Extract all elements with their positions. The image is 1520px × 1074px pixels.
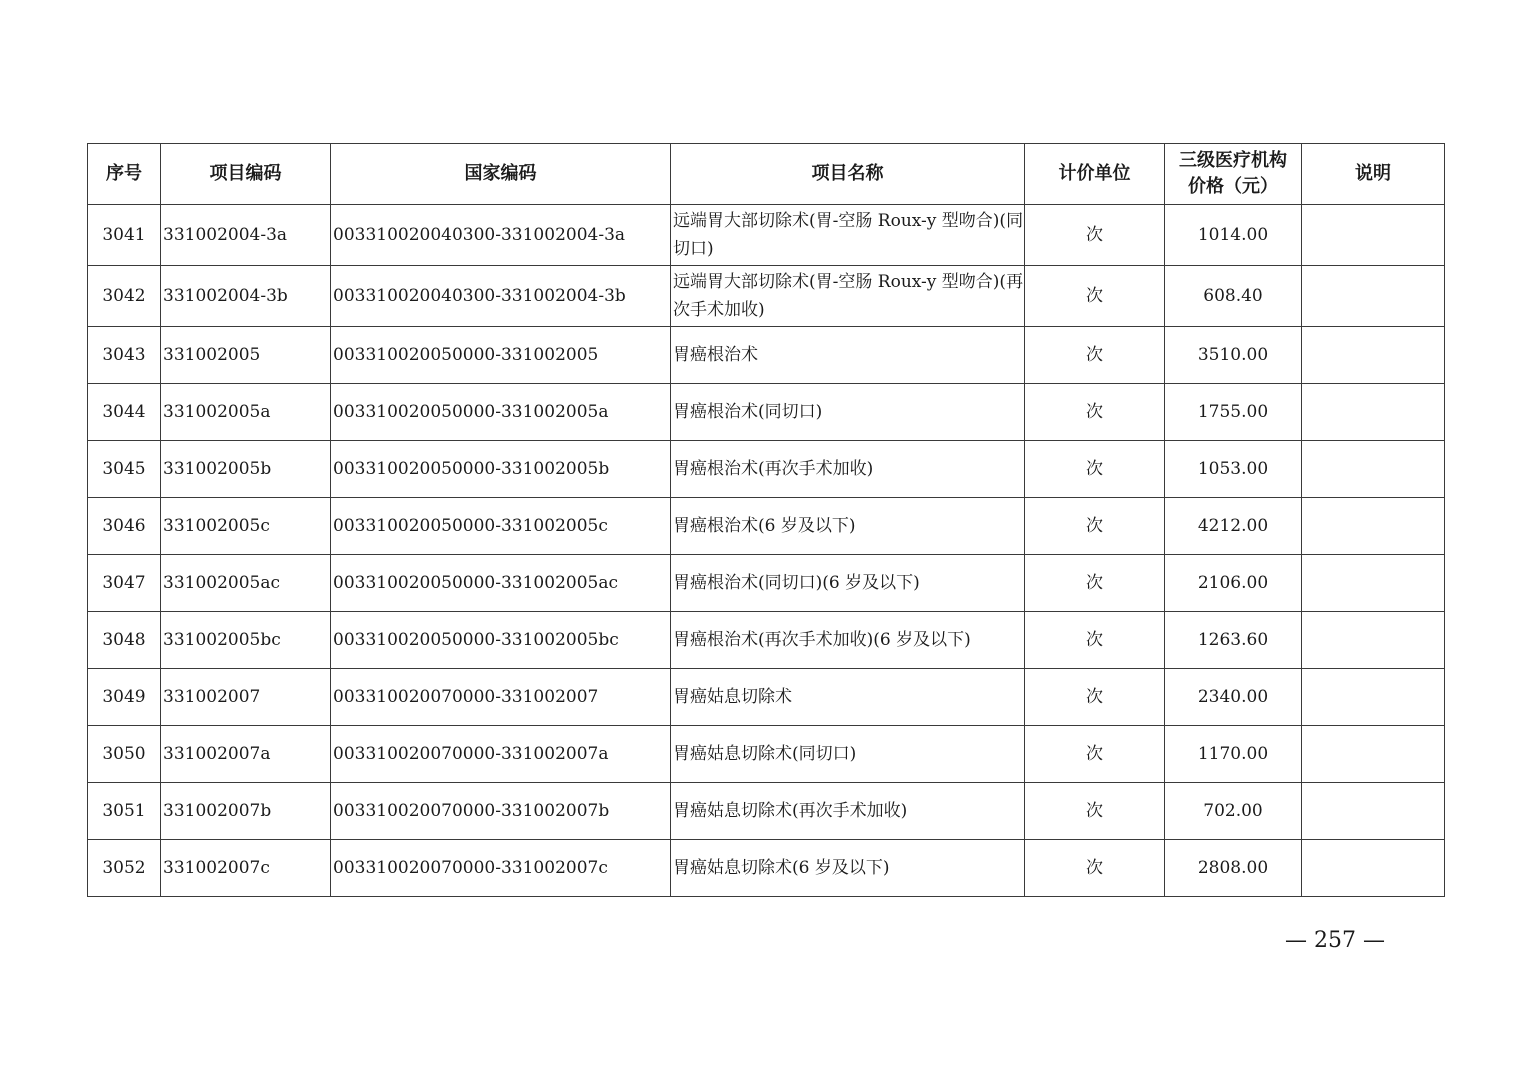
- cell-item-name: 胃癌根治术(再次手术加收)(6 岁及以下): [671, 612, 1025, 669]
- cell-national-code: 003310020050000-331002005b: [331, 441, 671, 498]
- cell-price: 1053.00: [1165, 441, 1302, 498]
- header-item-code: 项目编码: [161, 144, 331, 205]
- cell-item-code: 331002004-3a: [161, 205, 331, 266]
- cell-note: [1302, 612, 1445, 669]
- cell-seq: 3047: [88, 555, 161, 612]
- cell-note: [1302, 840, 1445, 897]
- table-row: [88, 327, 1445, 384]
- cell-seq: 3046: [88, 498, 161, 555]
- cell-price: 2106.00: [1165, 555, 1302, 612]
- cell-item-code: 331002005b: [161, 441, 331, 498]
- cell-national-code: 003310020070000-331002007a: [331, 726, 671, 783]
- cell-national-code: 003310020050000-331002005: [331, 327, 671, 384]
- cell-national-code: 003310020040300-331002004-3b: [331, 266, 671, 327]
- table-row: [88, 840, 1445, 897]
- header-national-code: 国家编码: [331, 144, 671, 205]
- cell-item-name: 胃癌根治术(6 岁及以下): [671, 498, 1025, 555]
- table-row: [88, 612, 1445, 669]
- table-row: [88, 498, 1445, 555]
- cell-item-name: 远端胃大部切除术(胃-空肠 Roux-y 型吻合)(同切口): [671, 205, 1025, 266]
- cell-note: [1302, 783, 1445, 840]
- table-row: [88, 726, 1445, 783]
- table-row: [88, 205, 1445, 266]
- table-row: [88, 669, 1445, 726]
- cell-item-code: 331002005bc: [161, 612, 331, 669]
- table-row: [88, 384, 1445, 441]
- header-price-line1: 三级医疗机构: [1179, 150, 1287, 171]
- cell-price: 2340.00: [1165, 669, 1302, 726]
- cell-note: [1302, 498, 1445, 555]
- cell-national-code: 003310020070000-331002007b: [331, 783, 671, 840]
- cell-seq: 3048: [88, 612, 161, 669]
- cell-unit: 次: [1025, 726, 1165, 783]
- cell-item-name: 胃癌姑息切除术(再次手术加收): [671, 783, 1025, 840]
- cell-price: 702.00: [1165, 783, 1302, 840]
- cell-item-code: 331002007a: [161, 726, 331, 783]
- table-row: [88, 555, 1445, 612]
- header-item-name: 项目名称: [671, 144, 1025, 205]
- table-header-row: [88, 144, 1445, 205]
- cell-item-name: 胃癌姑息切除术: [671, 669, 1025, 726]
- cell-seq: 3051: [88, 783, 161, 840]
- cell-unit: 次: [1025, 266, 1165, 327]
- cell-price: 1263.60: [1165, 612, 1302, 669]
- cell-item-code: 331002005: [161, 327, 331, 384]
- cell-price: 1755.00: [1165, 384, 1302, 441]
- cell-note: [1302, 327, 1445, 384]
- medical-price-table: [87, 143, 1445, 897]
- cell-unit: 次: [1025, 783, 1165, 840]
- cell-price: 608.40: [1165, 266, 1302, 327]
- cell-item-name: 远端胃大部切除术(胃-空肠 Roux-y 型吻合)(再次手术加收): [671, 266, 1025, 327]
- cell-item-code: 331002005ac: [161, 555, 331, 612]
- cell-note: [1302, 726, 1445, 783]
- cell-seq: 3052: [88, 840, 161, 897]
- cell-item-name: 胃癌根治术: [671, 327, 1025, 384]
- cell-unit: 次: [1025, 555, 1165, 612]
- cell-unit: 次: [1025, 205, 1165, 266]
- cell-price: 4212.00: [1165, 498, 1302, 555]
- cell-unit: 次: [1025, 840, 1165, 897]
- header-price-line2: 价格（元）: [1188, 176, 1278, 197]
- cell-item-name: 胃癌姑息切除术(同切口): [671, 726, 1025, 783]
- cell-seq: 3041: [88, 205, 161, 266]
- cell-unit: 次: [1025, 384, 1165, 441]
- cell-item-code: 331002004-3b: [161, 266, 331, 327]
- cell-unit: 次: [1025, 327, 1165, 384]
- cell-national-code: 003310020070000-331002007c: [331, 840, 671, 897]
- cell-national-code: 003310020040300-331002004-3a: [331, 205, 671, 266]
- cell-national-code: 003310020050000-331002005ac: [331, 555, 671, 612]
- cell-item-name: 胃癌根治术(同切口): [671, 384, 1025, 441]
- cell-item-code: 331002007: [161, 669, 331, 726]
- cell-item-name: 胃癌根治术(同切口)(6 岁及以下): [671, 555, 1025, 612]
- cell-national-code: 003310020050000-331002005c: [331, 498, 671, 555]
- cell-price: 2808.00: [1165, 840, 1302, 897]
- cell-unit: 次: [1025, 441, 1165, 498]
- header-note: 说明: [1302, 144, 1445, 205]
- cell-price: 1014.00: [1165, 205, 1302, 266]
- cell-note: [1302, 205, 1445, 266]
- header-unit: 计价单位: [1025, 144, 1165, 205]
- header-price: [1165, 144, 1302, 205]
- cell-item-code: 331002005c: [161, 498, 331, 555]
- table-row: [88, 783, 1445, 840]
- cell-note: [1302, 555, 1445, 612]
- cell-item-code: 331002007c: [161, 840, 331, 897]
- table-row: [88, 441, 1445, 498]
- cell-note: [1302, 441, 1445, 498]
- cell-seq: 3049: [88, 669, 161, 726]
- cell-national-code: 003310020050000-331002005a: [331, 384, 671, 441]
- cell-note: [1302, 266, 1445, 327]
- cell-unit: 次: [1025, 612, 1165, 669]
- header-seq: 序号: [88, 144, 161, 205]
- cell-unit: 次: [1025, 498, 1165, 555]
- cell-unit: 次: [1025, 669, 1165, 726]
- cell-item-code: 331002007b: [161, 783, 331, 840]
- cell-seq: 3042: [88, 266, 161, 327]
- cell-item-code: 331002005a: [161, 384, 331, 441]
- cell-item-name: 胃癌根治术(再次手术加收): [671, 441, 1025, 498]
- cell-national-code: 003310020070000-331002007: [331, 669, 671, 726]
- table-row: [88, 266, 1445, 327]
- cell-price: 3510.00: [1165, 327, 1302, 384]
- cell-seq: 3045: [88, 441, 161, 498]
- cell-note: [1302, 669, 1445, 726]
- cell-seq: 3044: [88, 384, 161, 441]
- cell-item-name: 胃癌姑息切除术(6 岁及以下): [671, 840, 1025, 897]
- cell-price: 1170.00: [1165, 726, 1302, 783]
- page-number: — 257 —: [1285, 928, 1385, 953]
- cell-seq: 3043: [88, 327, 161, 384]
- cell-national-code: 003310020050000-331002005bc: [331, 612, 671, 669]
- cell-note: [1302, 384, 1445, 441]
- cell-seq: 3050: [88, 726, 161, 783]
